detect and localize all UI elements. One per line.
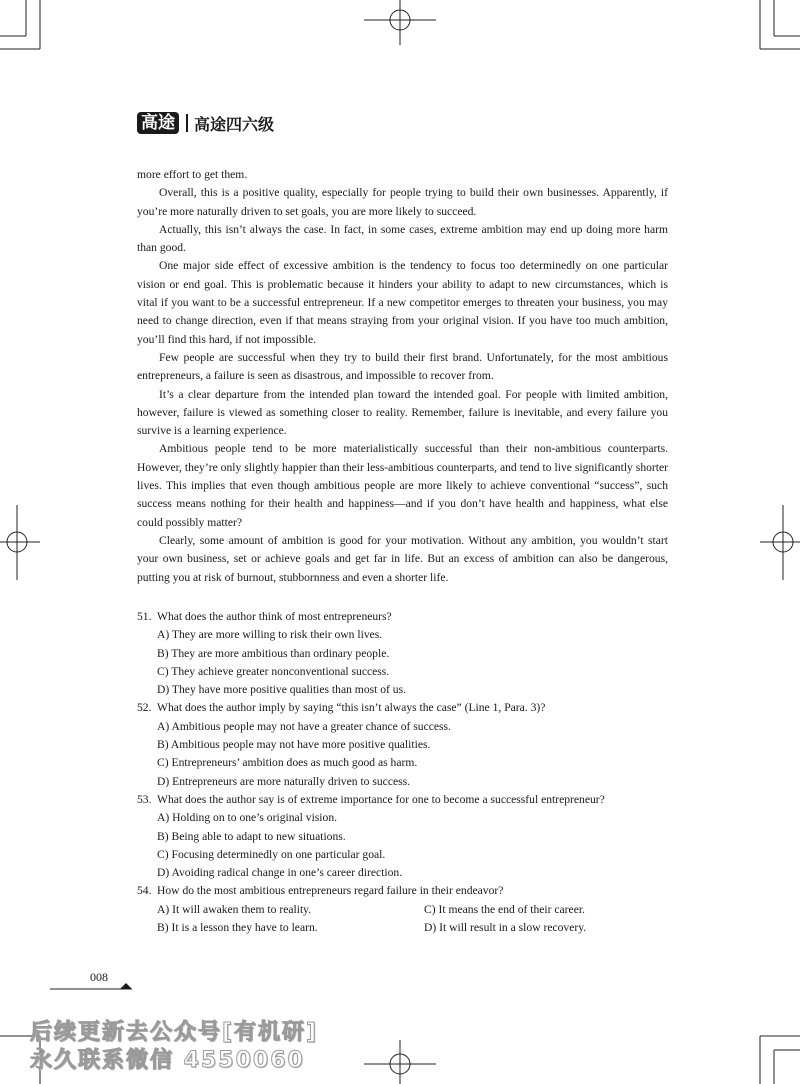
answer-option: A) Ambitious people may not have a greater chance of success. [157, 719, 451, 733]
answer-option: A) They are more willing to risk their own lives. [157, 628, 383, 642]
answer-option: C) Entrepreneurs’ ambition does as much good as harm. [157, 756, 418, 770]
answer-option: D) It will result in a slow recovery. [424, 921, 587, 935]
reading-passage [137, 166, 668, 587]
passage-paragraph: Overall, this is a positive quality, especially for people trying to build their own businesses. Apparently, if you’re more naturally driven to set goals, you are more likely to succeed. [137, 186, 668, 218]
question-stem: What does the author think of most entrepreneurs? [157, 610, 392, 623]
watermark-line: 永久联系微信 4550060 [30, 1048, 305, 1073]
question-list [137, 608, 668, 937]
question-53 [137, 791, 668, 882]
answer-option: B) Ambitious people may not have more positive qualities. [157, 738, 431, 752]
page-number: 008 [90, 970, 108, 984]
question-number: 51. [137, 610, 152, 623]
passage-paragraph: It’s a clear departure from the intended plan toward the intended goal. For people with limited ambition, however, failure is viewed as something closer to reality. Remember, failure is inevitable, and every failure you survive is a learning experience. [137, 387, 668, 438]
brand-logo: 高途 [137, 112, 179, 134]
answer-option: D) They have more positive qualities than most of us. [157, 683, 407, 697]
passage-paragraph: Ambitious people tend to be more materialistically successful than their non-ambitious counterparts. However, they’re only slightly happier than their less-ambitious counterparts, and tend to live significantly shorter lives. This implies that even though ambitious people are more likely to achieve conventional “success”, such success means nothing for their health and happiness—and if you don’t have health and happiness, what else could possibly matter? [137, 442, 668, 529]
passage-paragraph: more effort to get them. [137, 168, 248, 181]
question-51 [137, 608, 668, 699]
question-stem: What does the author say is of extreme importance for one to become a successful entrepreneur? [157, 792, 605, 806]
question-number: 54. [137, 884, 152, 898]
answer-option: D) Avoiding radical change in one’s career direction. [157, 866, 403, 880]
watermark-line: 后续更新去公众号[有机研] [30, 1020, 319, 1045]
question-stem: What does the author imply by saying “this isn’t always the case” (Line 1, Para. 3)? [157, 701, 546, 715]
question-number: 53. [137, 792, 152, 806]
passage-paragraph: Actually, this isn’t always the case. In fact, in some cases, extreme ambition may end up doing more harm than good. [137, 222, 668, 255]
passage-paragraph: One major side effect of excessive ambition is the tendency to focus too determinedly on one particular vision or end goal. This is problematic because it hinders your ability to adapt to new circumstances, which is vital if you want to be a successful entrepreneur. If a new competitor emerges to threaten your business, you may need to change direction, even if that means straying from your original vision. If you have too much ambition, you’ll find this hard, if not impossible. [137, 259, 668, 346]
answer-option: A) It will awaken them to reality. [157, 902, 312, 916]
running-header [137, 111, 274, 135]
footer-triangle-icon [120, 983, 132, 989]
answer-option: C) It means the end of their career. [424, 902, 585, 916]
question-54 [137, 882, 668, 937]
passage-paragraph: Few people are successful when they try to build their first brand. Unfortunately, for the most ambitious entrepreneurs, a failure is seen as disastrous, and impossible to recover from. [137, 350, 668, 383]
question-stem: How do the most ambitious entrepreneurs regard failure in their endeavor? [157, 884, 504, 898]
question-number: 52. [137, 701, 152, 715]
answer-option: B) Being able to adapt to new situations. [157, 829, 346, 843]
answer-option: A) Holding on to one’s original vision. [157, 811, 338, 825]
passage-paragraph: Clearly, some amount of ambition is good for your motivation. Without any ambition, you wouldn’t start your own business, set or achieve goals and get far in life. But an excess of ambition can also be dangerous, putting you at risk of burnout, stubbornness and even a shorter life. [137, 533, 668, 584]
answer-option: C) They achieve greater nonconventional success. [157, 664, 390, 678]
question-52 [137, 699, 668, 790]
answer-option: B) It is a lesson they have to learn. [157, 921, 318, 935]
answer-option: B) They are more ambitious than ordinary people. [157, 646, 390, 660]
header-divider [186, 114, 188, 132]
series-title: 高途四六级 [194, 114, 275, 134]
answer-option: C) Focusing determinedly on one particular goal. [157, 847, 386, 861]
answer-option: D) Entrepreneurs are more naturally driven to success. [157, 774, 411, 788]
